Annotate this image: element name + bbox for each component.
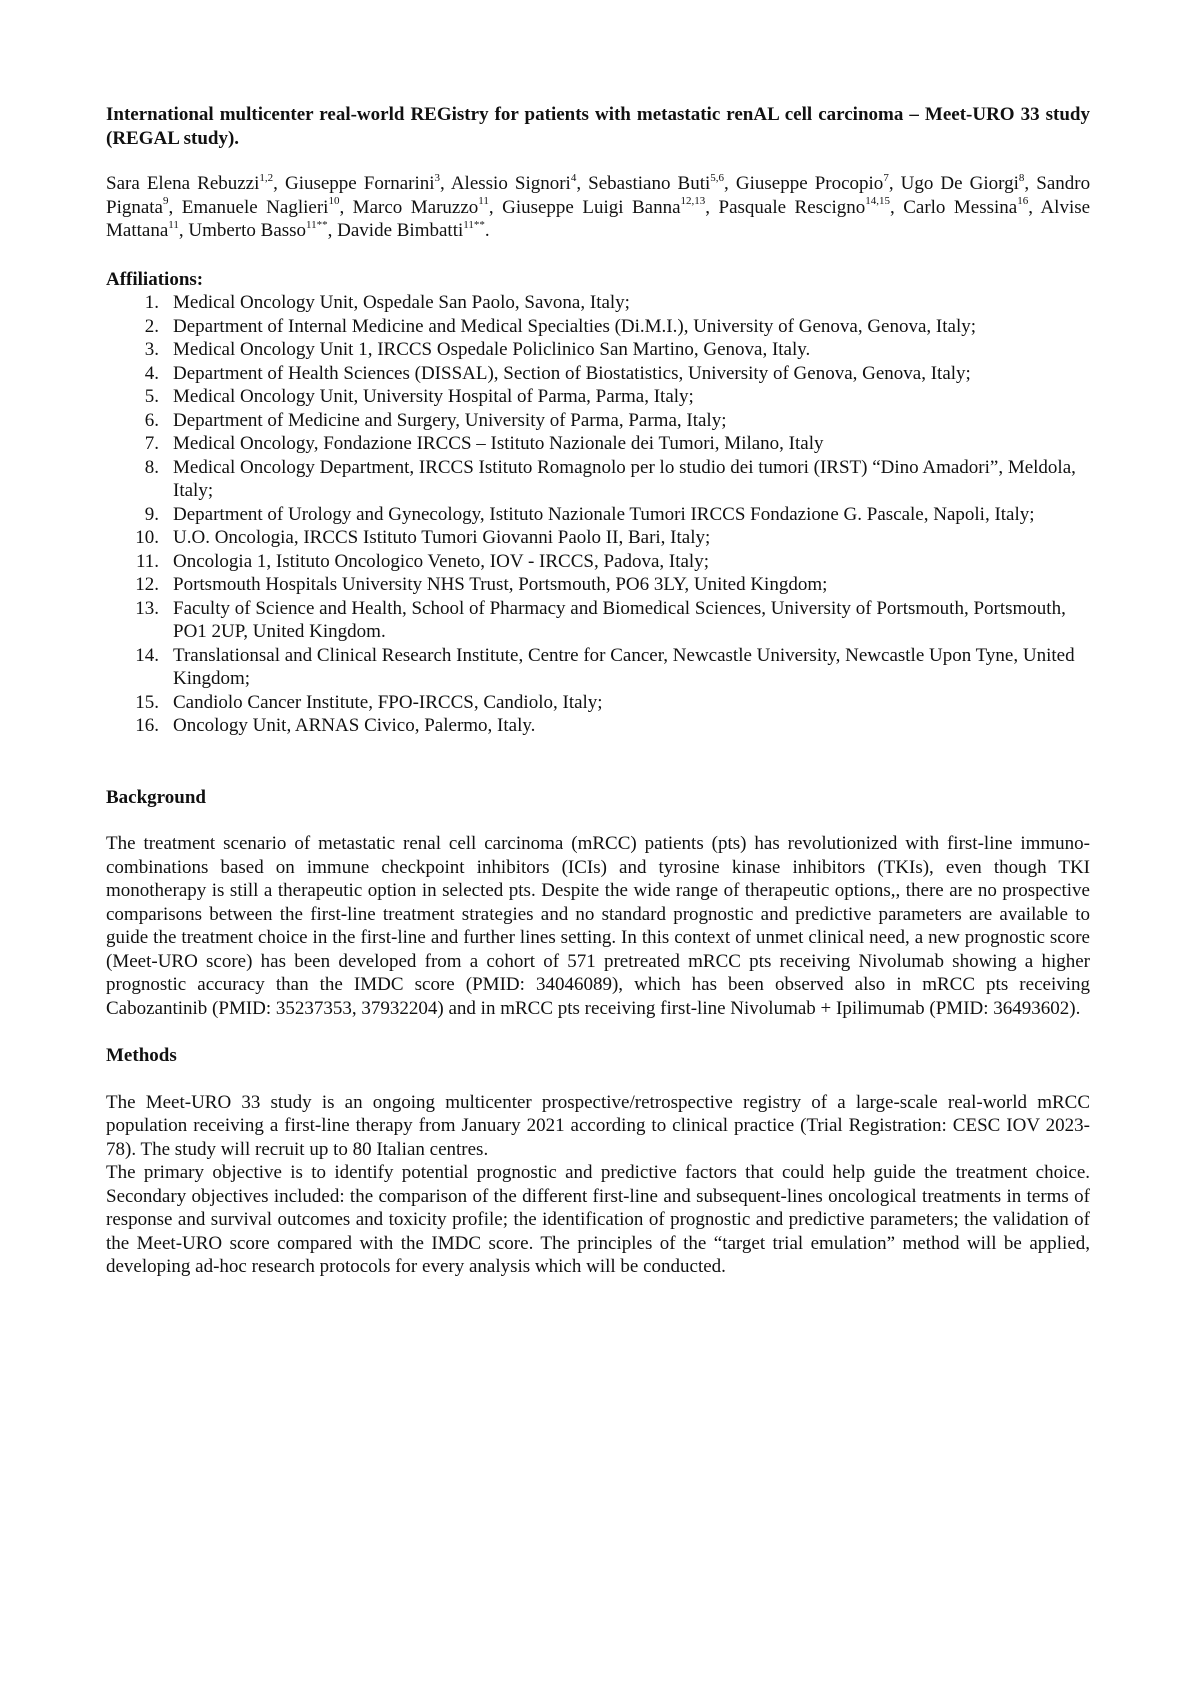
affiliation-item xyxy=(106,503,1090,527)
affiliation-number: 4. xyxy=(144,362,159,384)
author-separator: , xyxy=(888,173,901,194)
author-affiliation-marker: 1,2 xyxy=(259,171,274,184)
affiliation-item xyxy=(106,526,1090,550)
affiliation-text: Medical Oncology Unit 1, IRCCS Ospedale Policlinico San Martino, Genova, Italy. xyxy=(173,339,811,360)
affiliation-text: Oncologia 1, Istituto Oncologico Veneto, IOV - IRCCS, Padova, Italy; xyxy=(173,550,709,572)
affiliation-number: 9. xyxy=(144,503,159,525)
author-name: Carlo Messina xyxy=(903,196,1018,218)
author-name: Giuseppe Luigi Banna xyxy=(502,196,681,218)
author-affiliation-marker: 5,6 xyxy=(710,171,725,184)
background-paragraph: The treatment scenario of metastatic renal cell carcinoma (mRCC) patients (pts) has revolutionized with first-line immuno-combinations based on immune checkpoint inhibitors (ICIs) and tyrosine kinase inhibitors (TKIs), even though TKI monotherapy is still a therapeutic option in selected pts. Despite the wide range of therapeutic options,, there are no prospective comparisons between the first-line treatment strategies and no standard prognostic and predictive parameters are available to guide the treatment choice in the first-line and further lines setting. In this context of unmet clinical need, a new prognostic score (Meet-URO score) has been developed from a cohort of 571 pretreated mRCC pts receiving Nivolumab showing a higher prognostic accuracy than the IMDC score (PMID: 34046089), which has been observed also in mRCC pts receiving Cabozantinib (PMID: 35237353, 37932204) and in mRCC pts receiving first-line Nivolumab + Ipilimumab (PMID: 36493602). xyxy=(106,833,1090,1019)
affiliation-number: 16. xyxy=(135,715,159,736)
background-heading: Background xyxy=(106,786,206,808)
affiliation-item xyxy=(106,573,1090,597)
affiliation-item xyxy=(106,338,1090,362)
affiliation-item xyxy=(106,550,1090,574)
author-affiliation-marker: 7 xyxy=(883,171,889,184)
affiliation-item xyxy=(106,597,1090,644)
affiliation-number: 5. xyxy=(144,386,159,407)
affiliation-text: Medical Oncology Department, IRCCS Istituto Romagnolo per lo studio dei tumori (IRST) “Dino Amadori”, Meldola, Italy; xyxy=(173,456,1076,501)
affiliation-item xyxy=(106,291,1090,315)
author-separator: , xyxy=(705,196,719,218)
author-separator: , xyxy=(168,196,182,218)
affiliation-number: 11. xyxy=(135,550,159,572)
author-separator: , xyxy=(273,173,285,194)
methods-paragraph: The Meet-URO 33 study is an ongoing multicenter prospective/retrospective registry of a large-scale real-world mRCC population receiving a first-line therapy from January 2021 according to clinical practice (Trial Registration: CESC IOV 2023-78). The study will recruit up to 80 Italian centres. xyxy=(106,1091,1090,1160)
affiliation-item xyxy=(106,456,1090,503)
affiliation-number: 6. xyxy=(144,409,159,431)
author-name: Emanuele Naglieri xyxy=(181,196,329,218)
author-name: Sandro Pignata xyxy=(106,173,1091,218)
author-affiliation-marker: 3 xyxy=(434,171,441,184)
author-affiliation-marker: 9 xyxy=(163,195,169,208)
author-affiliation-marker: 4 xyxy=(570,171,577,184)
methods-heading: Methods xyxy=(106,1045,177,1066)
affiliation-text: Department of Urology and Gynecology, Istituto Nazionale Tumori IRCCS Fondazione G. Pascale, Napoli, Italy; xyxy=(173,503,1035,525)
author-separator: . xyxy=(484,220,490,241)
document-title: International multicenter real-world REGistry for patients with metastatic renAL cell carcinoma – Meet-URO 33 study (REGAL study). xyxy=(106,104,1090,149)
author-affiliation-marker: 10 xyxy=(328,195,340,208)
affiliation-number: 12. xyxy=(135,574,159,595)
affiliation-item xyxy=(106,315,1090,339)
affiliation-item xyxy=(106,362,1090,386)
affiliation-item xyxy=(106,714,1090,738)
affiliation-text: Oncology Unit, ARNAS Civico, Palermo, Italy. xyxy=(173,715,536,736)
author-affiliation-marker: 12,13 xyxy=(680,195,706,208)
affiliation-item xyxy=(106,691,1090,715)
affiliation-text: Medical Oncology Unit, Ospedale San Paolo, Savona, Italy; xyxy=(173,292,630,313)
author-name: Ugo De Giorgi xyxy=(900,173,1019,194)
author-list xyxy=(106,172,1090,243)
author-separator: , xyxy=(724,173,736,194)
affiliation-number: 10. xyxy=(135,527,159,548)
affiliation-text: Medical Oncology, Fondazione IRCCS – Istituto Nazionale dei Tumori, Milano, Italy xyxy=(173,433,824,454)
affiliation-item xyxy=(106,385,1090,409)
author-name: Marco Maruzzo xyxy=(352,196,479,218)
affiliation-item xyxy=(106,409,1090,433)
author-affiliation-marker: 8 xyxy=(1018,171,1025,184)
affiliation-item xyxy=(106,432,1090,456)
author-affiliation-marker: 16 xyxy=(1017,195,1029,208)
affiliation-number: 2. xyxy=(144,315,159,337)
affiliation-text: Faculty of Science and Health, School of Pharmacy and Biomedical Sciences, University of Portsmouth, Portsmouth, PO1 2UP, United Kingdom. xyxy=(173,597,1066,642)
affiliation-text: Medical Oncology Unit, University Hospital of Parma, Parma, Italy; xyxy=(173,386,694,407)
author-separator: , xyxy=(488,196,503,218)
author-name: Pasquale Rescigno xyxy=(718,196,866,218)
methods-paragraph: The primary objective is to identify potential prognostic and predictive factors that could help guide the treatment choice. Secondary objectives included: the comparison of the different first-line and subsequent-lines oncological treatments in terms of response and survival outcomes and toxicity profile; the identification of prognostic and predictive parameters; the validation of the Meet-URO score compared with the IMDC score. The principles of the “target trial emulation” method will be applied, developing ad-hoc research protocols for every analysis which will be conducted. xyxy=(106,1162,1090,1277)
author-name: Davide Bimbatti xyxy=(337,220,464,241)
affiliation-text: Translationsal and Clinical Research Institute, Centre for Cancer, Newcastle University, Newcastle Upon Tyne, United Kingdom; xyxy=(173,644,1075,689)
author-name: Giuseppe Fornarini xyxy=(284,173,435,194)
affiliation-number: 8. xyxy=(144,456,159,478)
affiliation-text: Candiolo Cancer Institute, FPO-IRCCS, Candiolo, Italy; xyxy=(173,691,603,713)
affiliation-text: U.O. Oncologia, IRCCS Istituto Tumori Giovanni Paolo II, Bari, Italy; xyxy=(173,527,711,548)
author-affiliation-marker: 11** xyxy=(463,218,485,231)
author-name: Giuseppe Procopio xyxy=(735,173,884,194)
affiliation-number: 13. xyxy=(135,597,159,619)
affiliations-heading: Affiliations: xyxy=(106,268,204,290)
author-separator: , xyxy=(576,173,589,194)
author-separator: , xyxy=(1024,173,1037,194)
author-affiliation-marker: 14,15 xyxy=(865,195,890,208)
affiliation-number: 7. xyxy=(144,433,159,454)
author-separator: , xyxy=(440,173,451,194)
affiliation-number: 1. xyxy=(144,292,159,313)
affiliation-text: Department of Medicine and Surgery, University of Parma, Parma, Italy; xyxy=(173,409,727,431)
affiliation-number: 14. xyxy=(135,644,159,666)
author-name: Alvise Mattana xyxy=(106,196,1091,241)
author-separator: , xyxy=(178,220,189,241)
author-affiliation-marker: 11 xyxy=(478,195,489,208)
author-separator: , xyxy=(327,220,338,241)
author-affiliation-marker: 11** xyxy=(306,218,328,231)
author-name: Umberto Basso xyxy=(188,220,307,241)
affiliation-item xyxy=(106,644,1090,691)
author-name: Sebastiano Buti xyxy=(588,173,711,194)
affiliation-text: Department of Internal Medicine and Medical Specialties (Di.M.I.), University of Genova, Genova, Italy; xyxy=(173,315,977,337)
affiliation-text: Department of Health Sciences (DISSAL), Section of Biostatistics, University of Genova, Genova, Italy; xyxy=(173,362,971,384)
author-name: Alessio Signori xyxy=(450,173,571,194)
affiliations-list xyxy=(106,291,1090,738)
affiliation-text: Portsmouth Hospitals University NHS Trust, Portsmouth, PO6 3LY, United Kingdom; xyxy=(173,574,828,595)
author-affiliation-marker: 11 xyxy=(168,218,179,231)
author-separator: , xyxy=(889,196,904,218)
affiliation-number: 15. xyxy=(135,691,159,713)
affiliation-number: 3. xyxy=(144,339,159,360)
author-separator: , xyxy=(339,196,353,218)
author-separator: , xyxy=(1028,196,1041,218)
author-name: Sara Elena Rebuzzi xyxy=(106,173,260,194)
document-page xyxy=(106,103,1090,1279)
